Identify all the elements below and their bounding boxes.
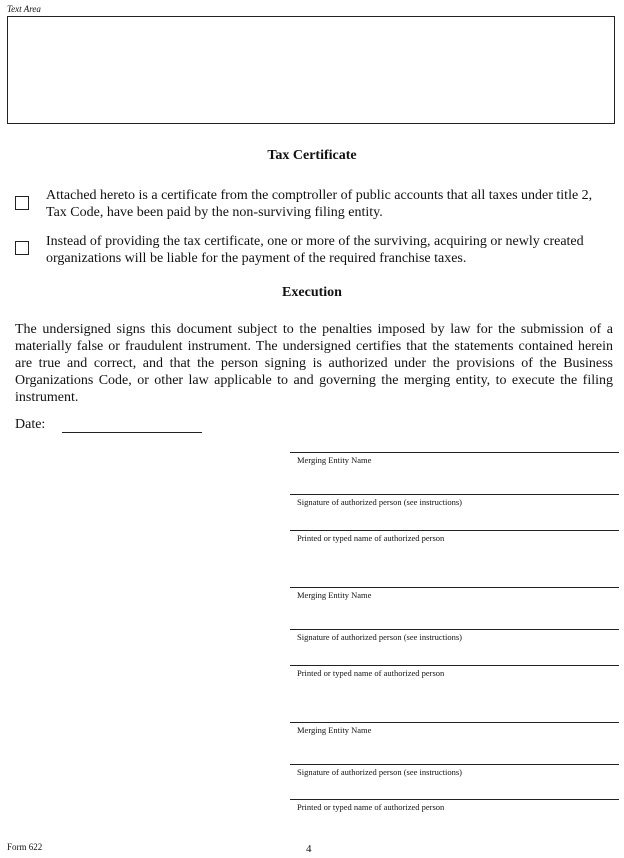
printed-name-caption: Printed or typed name of authorized person [297,668,445,678]
printed-name-field[interactable] [290,799,619,800]
signature-field[interactable] [290,764,619,765]
page-number: 4 [306,843,312,855]
signature-field[interactable] [290,494,619,495]
printed-name-caption: Printed or typed name of authorized person [297,802,445,812]
execution-heading: Execution [282,285,342,300]
date-label: Date: [15,417,46,432]
signature-caption: Signature of authorized person (see instructions) [297,767,462,777]
printed-name-field[interactable] [290,665,619,666]
signature-caption: Signature of authorized person (see instructions) [297,632,462,642]
text-area-label: Text Area [7,4,41,14]
signature-caption: Signature of authorized person (see instructions) [297,497,462,507]
printed-name-caption: Printed or typed name of authorized person [297,533,445,543]
tax-certificate-attached-checkbox[interactable] [15,196,29,210]
execution-paragraph: The undersigned signs this document subject to the penalties imposed by law for the submission of a materially false or fraudulent instrument. The undersigned certifies that the statements contained herein are true and correct, and that the person signing is authorized under the provisions of the Business Organizations Code, or other law applicable to and governing the merging entity, to execute the filing instrument. [15,322,613,405]
tax-certificate-heading: Tax Certificate [267,148,357,163]
tax-certificate-attached-label: Attached hereto is a certificate from the comptroller of public accounts that all taxes under title 2, Tax Code, have been paid by the non-surviving filing entity. [46,188,593,220]
merging-entity-name-field[interactable] [290,452,619,453]
tax-liability-label: Instead of providing the tax certificate, one or more of the surviving, acquiring or newly created organizations will be liable for the payment of the required franchise taxes. [46,234,584,266]
printed-name-field[interactable] [290,530,619,531]
tax-liability-checkbox[interactable] [15,241,29,255]
merging-entity-name-field[interactable] [290,722,619,723]
text-area-input[interactable] [7,16,615,124]
form-number: Form 622 [7,842,43,852]
date-field[interactable] [62,432,202,433]
merging-entity-name-caption: Merging Entity Name [297,455,372,465]
merging-entity-name-caption: Merging Entity Name [297,590,372,600]
merging-entity-name-caption: Merging Entity Name [297,725,372,735]
merging-entity-name-field[interactable] [290,587,619,588]
signature-field[interactable] [290,629,619,630]
